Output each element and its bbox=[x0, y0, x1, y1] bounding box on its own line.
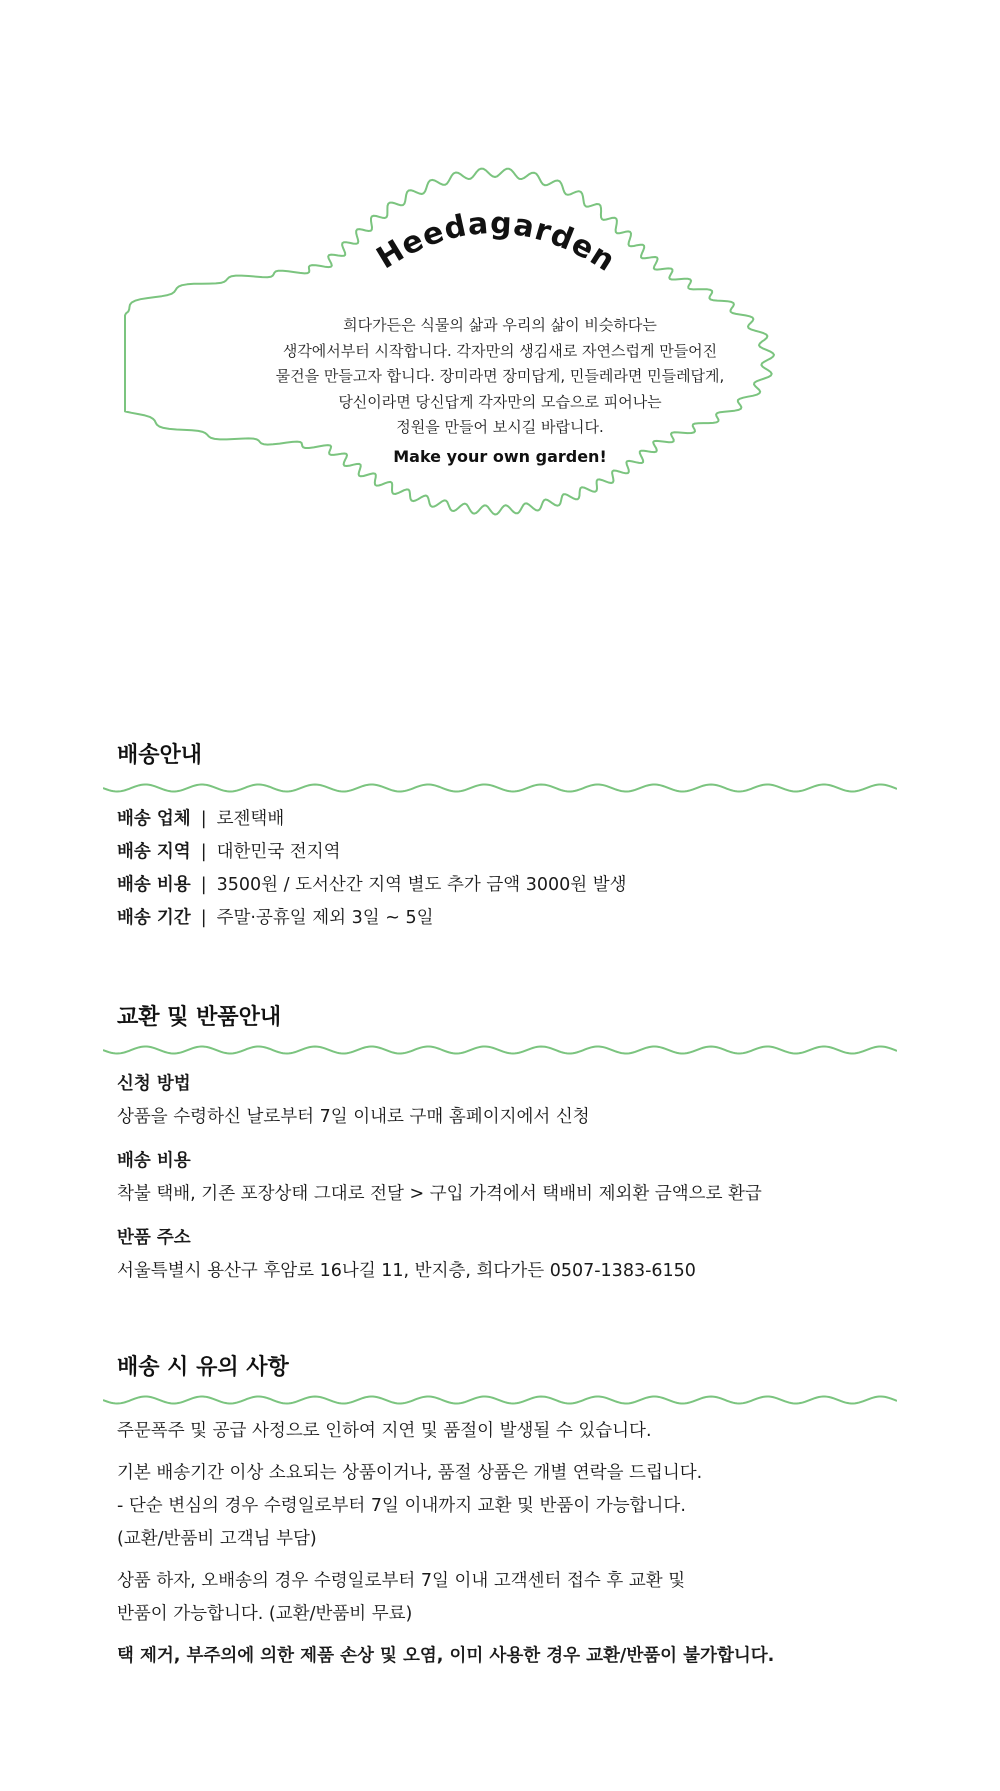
shipping-row-value: 대한민국 전지역 bbox=[216, 842, 341, 862]
note-line: 상품 하자, 오배송의 경우 수령일로부터 7일 이내 고객센터 접수 후 교환 및 bbox=[117, 1571, 686, 1591]
shipping-row-key: 배송 업체 bbox=[117, 809, 191, 829]
shipping-row-key: 배송 기간 bbox=[117, 908, 191, 928]
svg-text:Heedagarden: Heedagarden bbox=[370, 205, 622, 280]
intro-line: 정원을 만들어 보시길 바랍니다. bbox=[396, 418, 604, 436]
separator: | bbox=[200, 842, 207, 862]
exchange-item-text: 서울특별시 용산구 후암로 16나길 11, 반지층, 희다가든 0507-1383-6150 bbox=[117, 1261, 696, 1281]
exchange-item-label: 반품 주소 bbox=[117, 1228, 191, 1248]
intro-line: 희다가든은 식물의 삶과 우리의 삶이 비슷하다는 bbox=[343, 316, 657, 334]
exchange-section bbox=[117, 1003, 897, 1281]
separator: | bbox=[200, 908, 207, 928]
tagline: Make your own garden! bbox=[393, 447, 607, 466]
wavy-divider bbox=[103, 1043, 897, 1057]
intro-line: 생각에서부터 시작합니다. 각자만의 생김새로 자연스럽게 만들어진 bbox=[282, 341, 718, 360]
shipping-row-key: 배송 지역 bbox=[117, 842, 191, 862]
note-line: - 단순 변심의 경우 수령일로부터 7일 이내까지 교환 및 반품이 가능합니다. bbox=[117, 1496, 686, 1516]
exchange-item bbox=[117, 1148, 762, 1207]
exchange-item-text: 착불 택배, 기존 포장상태 그대로 전달 > 구입 가격에서 택배비 제외환 금액으로 환급 bbox=[117, 1184, 762, 1204]
shipping-row-value: 3500원 / 도서산간 지역 별도 추가 금액 3000원 발생 bbox=[216, 875, 627, 895]
separator: | bbox=[200, 875, 207, 895]
shipping-row bbox=[117, 869, 627, 902]
notes-body bbox=[117, 1415, 774, 1673]
note-line: (교환/반품비 고객님 부담) bbox=[117, 1529, 317, 1549]
notes-title: 배송 시 유의 사항 bbox=[117, 1355, 289, 1380]
shipping-row bbox=[117, 803, 627, 836]
exchange-item bbox=[117, 1071, 590, 1130]
note-line: 반품이 가능합니다. (교환/반품비 무료) bbox=[117, 1604, 413, 1624]
note-warning: 택 제거, 부주의에 의한 제품 손상 및 오염, 이미 사용한 경우 교환/반품이 불가합니다. bbox=[117, 1646, 775, 1666]
shipping-row bbox=[117, 902, 627, 935]
brand-intro bbox=[240, 313, 760, 441]
wavy-divider bbox=[103, 781, 897, 795]
shipping-row-value: 로젠택배 bbox=[216, 809, 285, 829]
intro-line: 당신이라면 당신답게 각자만의 모습으로 피어나는 bbox=[338, 392, 662, 411]
note-line: 기본 배송기간 이상 소요되는 상품이거나, 품절 상품은 개별 연락을 드립니다. bbox=[117, 1463, 703, 1483]
shipping-row bbox=[117, 836, 627, 869]
shipping-info-list bbox=[117, 803, 627, 935]
intro-line: 물건을 만들고자 합니다. 장미라면 장미답게, 민들레라면 민들레답게, bbox=[275, 367, 725, 385]
exchange-title: 교환 및 반품안내 bbox=[117, 1005, 282, 1030]
exchange-item bbox=[117, 1225, 696, 1284]
shipping-row-value: 주말·공휴일 제외 3일 ~ 5일 bbox=[216, 908, 434, 928]
shipping-section bbox=[117, 741, 897, 928]
shipping-row-key: 배송 비용 bbox=[117, 875, 191, 895]
note-line: 주문폭주 및 공급 사정으로 인하여 지연 및 품절이 발생될 수 있습니다. bbox=[117, 1421, 652, 1441]
separator: | bbox=[200, 809, 207, 829]
shipping-title: 배송안내 bbox=[117, 743, 203, 768]
exchange-item-text: 상품을 수령하신 날로부터 7일 이내로 구매 홈페이지에서 신청 bbox=[117, 1107, 590, 1127]
exchange-item-label: 신청 방법 bbox=[117, 1074, 191, 1094]
wavy-divider bbox=[103, 1393, 897, 1407]
shipping-notes-section bbox=[117, 1353, 897, 1666]
exchange-item-label: 배송 비용 bbox=[117, 1151, 191, 1171]
brand-logo bbox=[0, 0, 1000, 320]
hero-section bbox=[0, 0, 1000, 680]
